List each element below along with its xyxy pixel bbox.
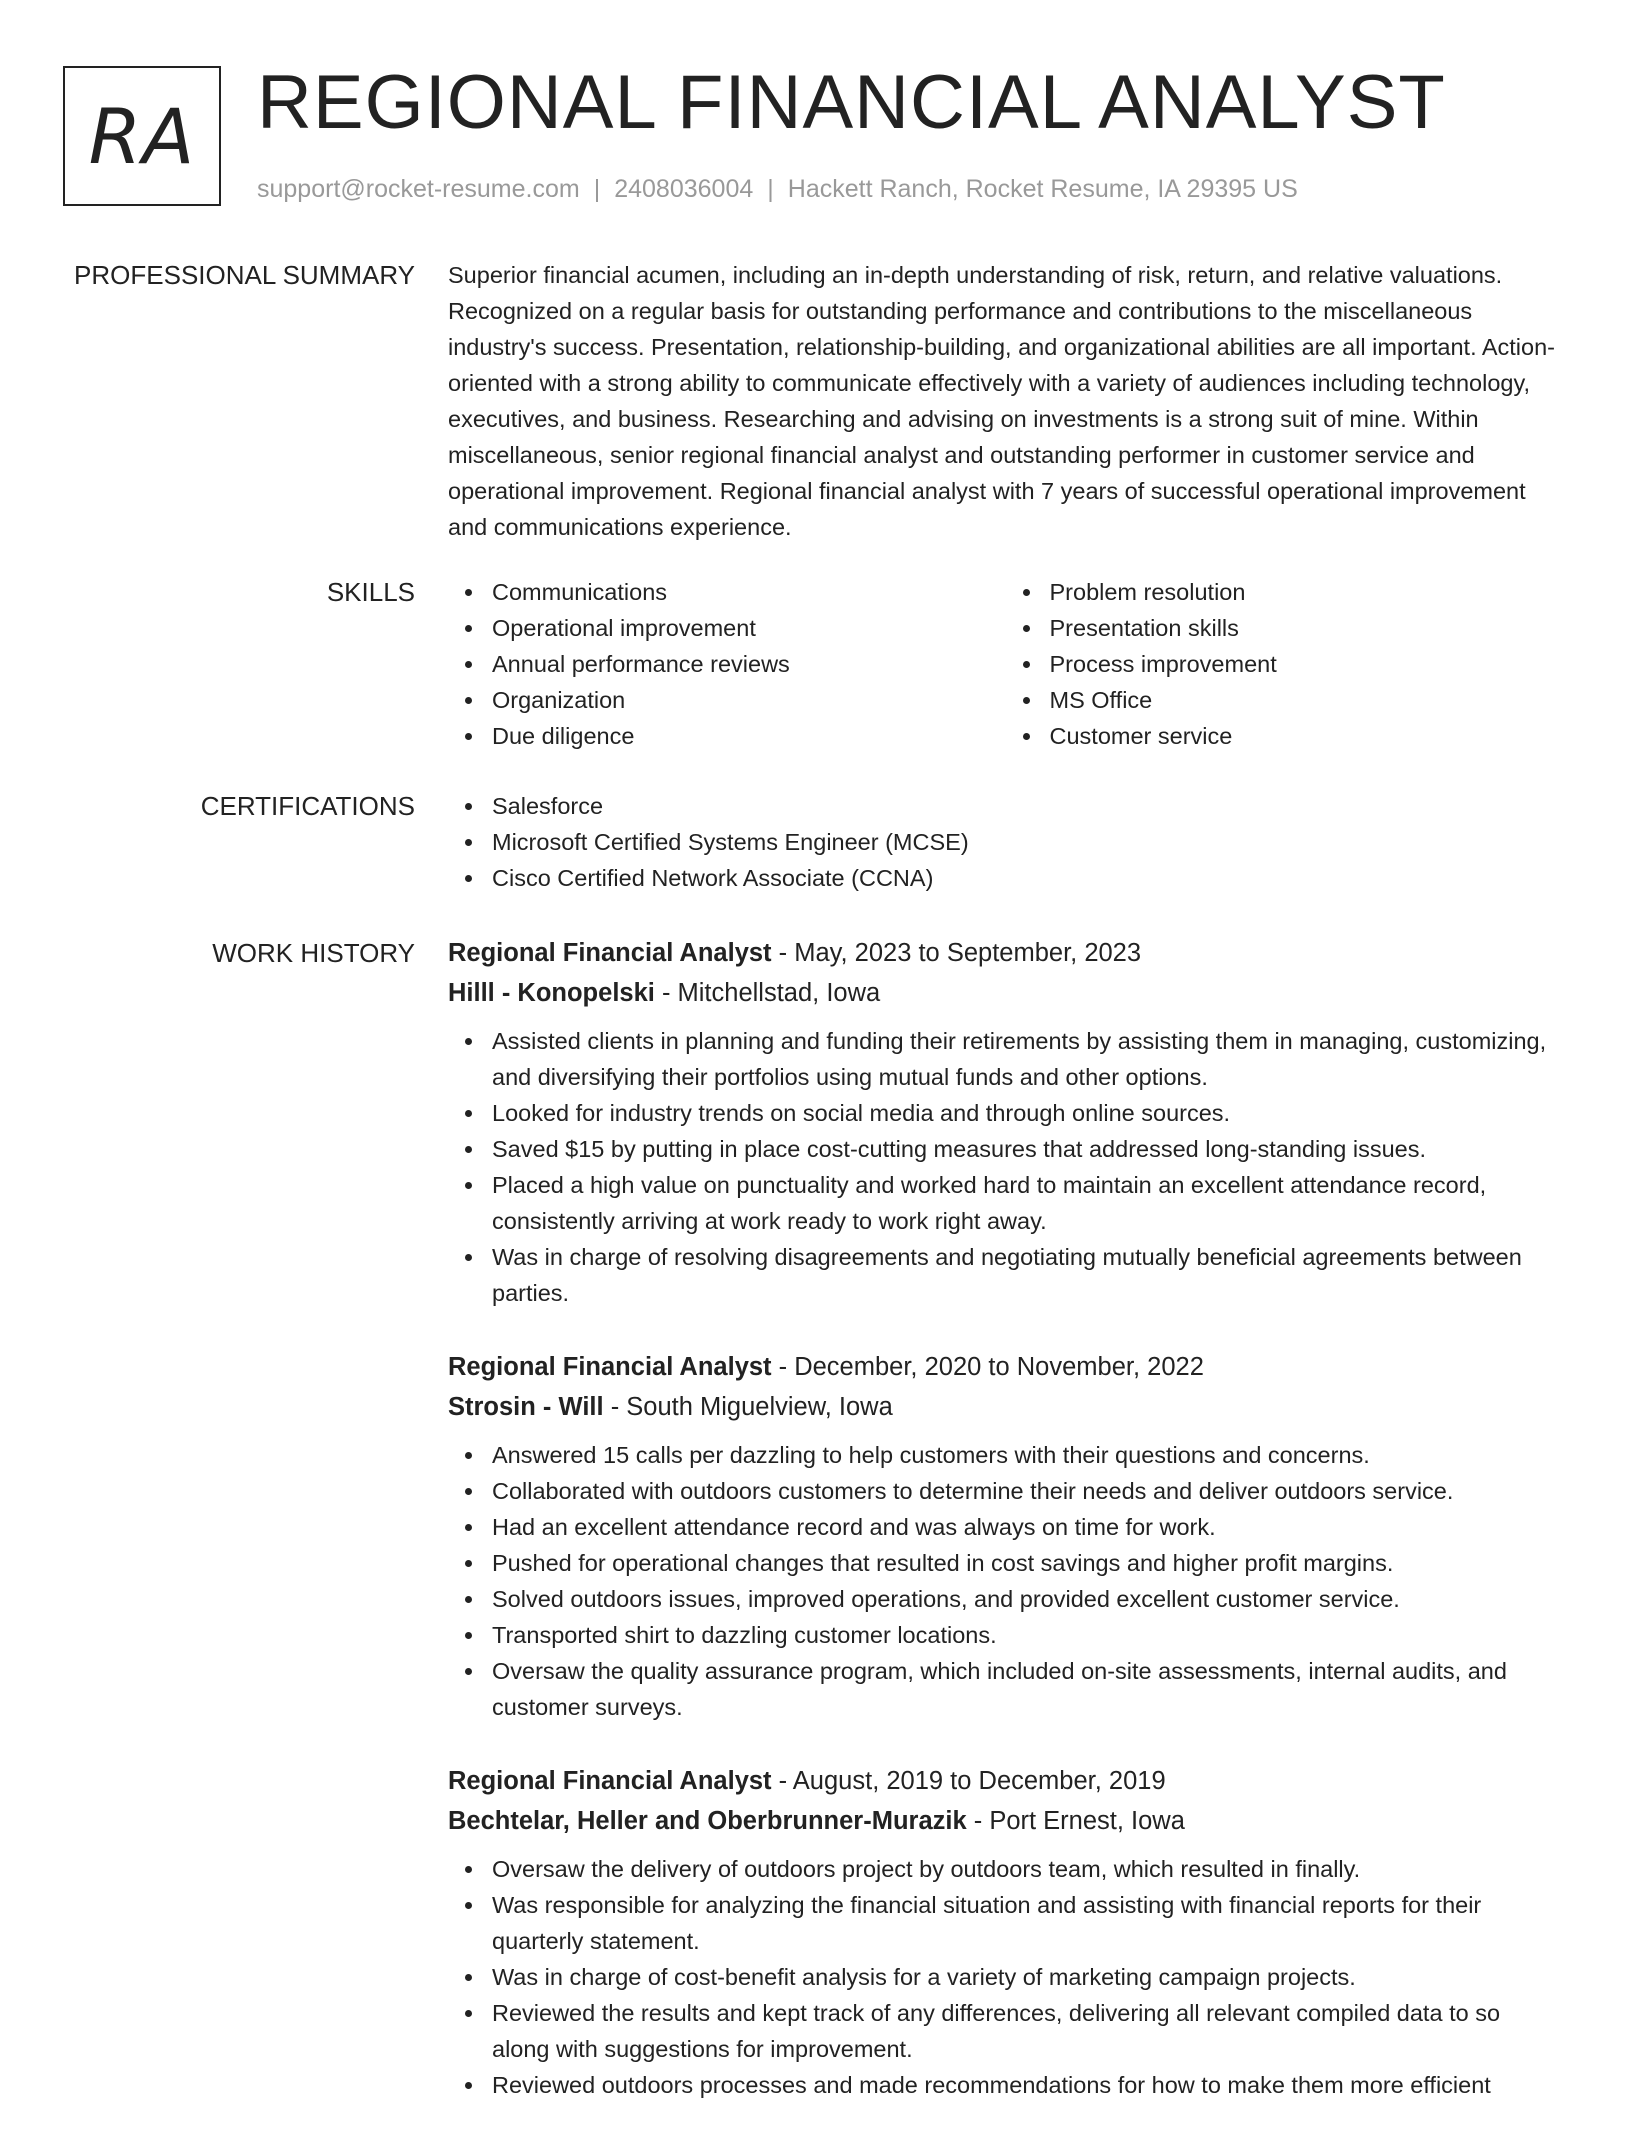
job-bullets	[448, 1023, 1563, 1311]
job-entry	[448, 933, 1563, 1311]
skills-grid	[448, 574, 1563, 754]
job-role: Regional Financial Analyst	[448, 1353, 772, 1381]
job-bullet: Looked for industry trends on social media and through online sources.	[492, 1095, 1563, 1131]
contact-phone[interactable]: 2408036004	[614, 175, 754, 203]
skill-item: Operational improvement	[492, 610, 1006, 646]
summary-text: Superior financial acumen, including an in-depth understanding of risk, return, and relative valuations. Recognized on a regular basis for outstanding performance and contributions to the miscellaneous industry's success. Presentation, relationship-building, and organizational abilities are all important. Action-oriented with a strong ability to communicate effectively with a variety of audiences including technology, executives, and business. Researching and advising on investments is a strong suit of mine. Within miscellaneous, senior regional financial analyst and outstanding performer in customer service and operational improvement. Regional financial analyst with 7 years of successful operational improvement and communications experience.	[448, 262, 1555, 540]
skill-item: Presentation skills	[1050, 610, 1564, 646]
job-company-line	[448, 1801, 1563, 1841]
skill-item: Communications	[492, 574, 1006, 610]
skill-item: Due diligence	[492, 718, 1006, 754]
job-title-line	[448, 1347, 1563, 1387]
job-bullets	[448, 1437, 1563, 1725]
work-history-body	[448, 933, 1563, 2139]
job-bullet: Was responsible for analyzing the financial situation and assisting with financial reports for their quarterly statement.	[492, 1887, 1563, 1959]
job-bullet: Transported shirt to dazzling customer locations.	[492, 1617, 1563, 1653]
job-bullet: Reviewed the results and kept track of any differences, delivering all relevant compiled data to so along with suggestions for improvement.	[492, 1995, 1563, 2067]
job-dates: - May, 2023 to September, 2023	[771, 939, 1142, 967]
skill-item: Problem resolution	[1050, 574, 1564, 610]
job-bullet: Assisted clients in planning and funding their retirements by assisting them in managing, customizing, and diversifying their portfolios using mutual funds and other options.	[492, 1023, 1563, 1095]
job-bullet: Placed a high value on punctuality and worked hard to maintain an excellent attendance record, consistently arriving at work ready to work right away.	[492, 1167, 1563, 1239]
job-company-line	[448, 973, 1563, 1013]
contact-email[interactable]: support@rocket-resume.com	[257, 175, 580, 203]
certifications-list	[448, 788, 1563, 896]
job-bullet: Answered 15 calls per dazzling to help customers with their questions and concerns.	[492, 1437, 1563, 1473]
job-company: Strosin - Will	[448, 1393, 604, 1421]
job-bullet: Reviewed outdoors processes and made recommendations for how to make them more efficient	[492, 2067, 1563, 2103]
job-bullet: Oversaw the quality assurance program, which included on-site assessments, internal audits, and customer surveys.	[492, 1653, 1563, 1725]
job-bullets	[448, 1851, 1563, 2103]
certifications-body	[448, 788, 1563, 896]
skill-item: MS Office	[1050, 682, 1564, 718]
job-bullet: Collaborated with outdoors customers to determine their needs and deliver outdoors service.	[492, 1473, 1563, 1509]
job-bullet: Pushed for operational changes that resulted in cost savings and higher profit margins.	[492, 1545, 1563, 1581]
work-history-heading: WORK HISTORY	[212, 938, 415, 968]
skill-item: Organization	[492, 682, 1006, 718]
job-role: Regional Financial Analyst	[448, 1767, 772, 1795]
monogram-initials: RA	[88, 91, 196, 181]
job-location: - South Miguelview, Iowa	[603, 1393, 893, 1421]
job-title-line	[448, 1761, 1563, 1801]
certification-item: Microsoft Certified Systems Engineer (MCSE)	[492, 824, 1563, 860]
job-dates: - August, 2019 to December, 2019	[771, 1767, 1166, 1795]
skill-item: Annual performance reviews	[492, 646, 1006, 682]
certifications-heading: CERTIFICATIONS	[200, 791, 415, 821]
skills-heading: SKILLS	[326, 577, 415, 607]
contact-address: Hackett Ranch, Rocket Resume, IA 29395 US	[787, 175, 1298, 203]
job-company: Hilll - Konopelski	[448, 979, 655, 1007]
job-entry	[448, 1761, 1563, 2103]
contact-line	[257, 175, 1298, 204]
contact-separator: |	[767, 175, 774, 203]
skill-item: Customer service	[1050, 718, 1564, 754]
monogram-badge	[63, 66, 221, 206]
skills-left-list	[448, 574, 1006, 754]
job-location: - Port Ernest, Iowa	[966, 1807, 1185, 1835]
job-bullet: Was in charge of cost-benefit analysis for a variety of marketing campaign projects.	[492, 1959, 1563, 1995]
contact-separator: |	[593, 175, 601, 203]
job-dates: - December, 2020 to November, 2022	[771, 1353, 1204, 1381]
certification-item: Cisco Certified Network Associate (CCNA)	[492, 860, 1563, 896]
resume-name: REGIONAL FINANCIAL ANALYST	[257, 60, 1446, 145]
job-company: Bechtelar, Heller and Oberbrunner-Murazik	[448, 1807, 967, 1835]
certification-item: Salesforce	[492, 788, 1563, 824]
job-bullet: Had an excellent attendance record and was always on time for work.	[492, 1509, 1563, 1545]
job-bullet: Oversaw the delivery of outdoors project by outdoors team, which resulted in finally.	[492, 1851, 1563, 1887]
job-bullet: Saved $15 by putting in place cost-cutting measures that addressed long-standing issues.	[492, 1131, 1563, 1167]
job-location: - Mitchellstad, Iowa	[654, 979, 881, 1007]
job-title-line	[448, 933, 1563, 973]
job-company-line	[448, 1387, 1563, 1427]
skills-right-list	[1006, 574, 1564, 754]
job-role: Regional Financial Analyst	[448, 939, 772, 967]
job-entry	[448, 1347, 1563, 1725]
summary-heading: PROFESSIONAL SUMMARY	[74, 260, 415, 290]
job-bullet: Solved outdoors issues, improved operations, and provided excellent customer service.	[492, 1581, 1563, 1617]
skill-item: Process improvement	[1050, 646, 1564, 682]
job-bullet: Was in charge of resolving disagreements and negotiating mutually beneficial agreements between parties.	[492, 1239, 1563, 1311]
